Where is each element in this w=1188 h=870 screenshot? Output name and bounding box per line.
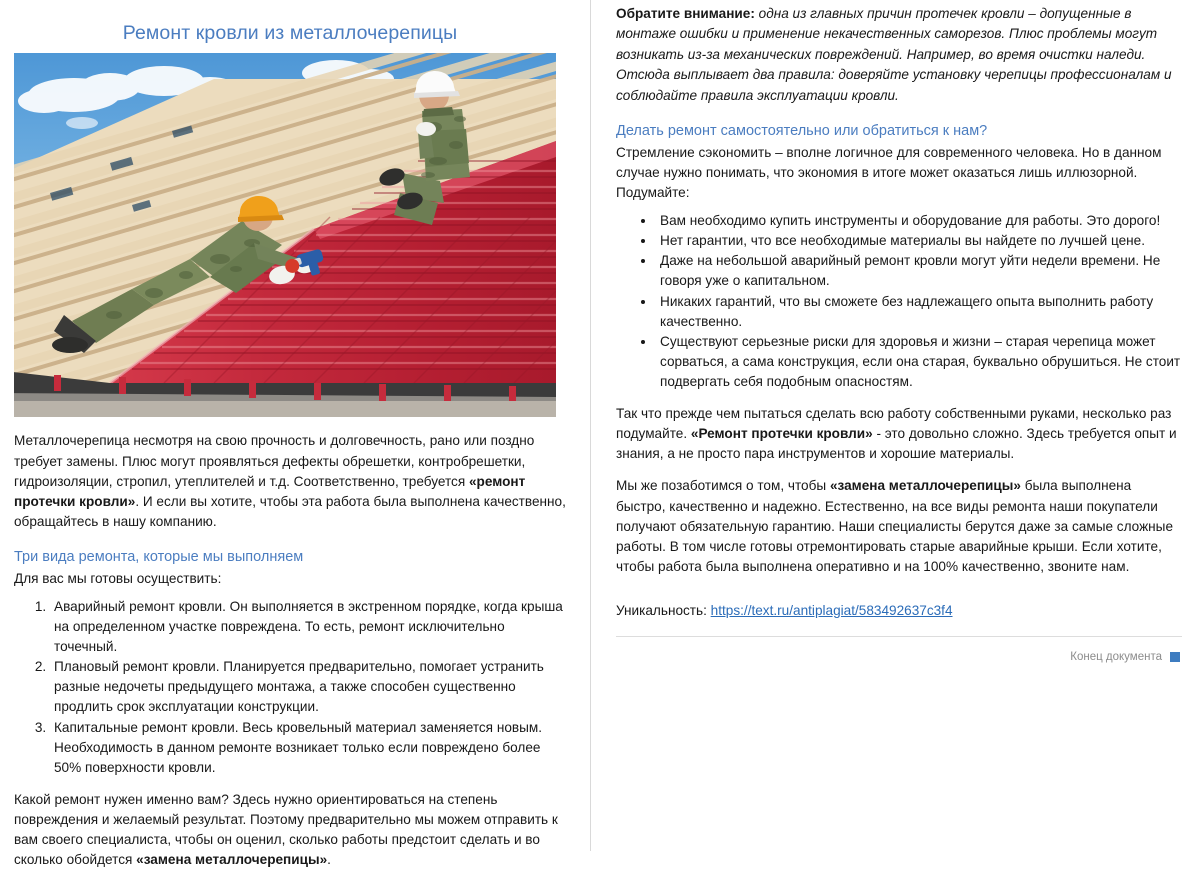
closing-paragraph [14,790,566,870]
page-title: Ремонт кровли из металлочерепицы [122,22,458,44]
end-of-document-label: Конец документа [1070,650,1162,663]
list-item: 2. Плановый ремонт кровли. Планируется предварительно, помогает устранить разные недочеты предыдущего монтажа, а также способен существенно продлить срок эксплуатации конструкции. [50,657,566,717]
list-item: • Нет гарантии, что все необходимые материалы вы найдете по лучшей цене. [656,231,1182,251]
risks-list [616,211,1182,392]
attention-note-text: одна из главных причин протечек кровли – допущенные в монтаже ошибки и применение некачественных саморезов. Плюс проблемы могут возникать из-за механических повреждений. Например, во время очистки наледи. Отсюда выплывает два правила: доверяйте установку черепицы профессионалам и соблюдайте правила эксплуатации кровли. [616,6,1172,103]
diy-warning-part1: Так что прежде чем пытаться сделать всю работу собственными руками, несколько раз подумайте. [616,406,1172,442]
intro-text-part1: Металлочерепица несмотря на свою прочность и долговечность, рано или поздно требует замены. Плюс могут проявляться дефекты обрешетки, контробрешетки, гидроизоляции, стропил, утеплителей и т.д. Соответственно, требуется [14,433,535,489]
list-item: 3. Капитальные ремонт кровли. Весь кровельный материал заменяется новым. Необходимость в данном ремонте возникает только если повреждено более 50% поверхности кровли. [50,718,566,778]
closing-keyword: «замена металлочерепицы» [136,852,328,868]
closing-text-part1: Какой ремонт нужен именно вам? Здесь нужно ориентироваться на степень повреждения и желаемый результат. Поэтому предварительно мы можем отправить к вам своего специалиста, чтобы он оценил, сколько работы предстоит сделать и во сколько обойдется [14,791,558,868]
uniqueness-line [616,603,1182,618]
list-item: • Никаких гарантий, что вы сможете без надлежащего опыта выполнить работу качественно. [656,292,1182,332]
diy-intro-paragraph: Стремление сэкономить – вполне логичное для современного человека. Но в данном случае нужно понимать, что экономия в итоге может оказаться лишь иллюзорной. Подумайте: [616,144,1162,201]
attention-note [616,4,1182,106]
offer-keyword: «замена металлочерепицы» [829,478,1021,494]
section-heading-repair-types: Три вида ремонта, которые мы выполняем [14,548,304,565]
document-footer [616,651,1182,663]
offer-part2: была выполнена быстро, качественно и надежно. Естественно, на все виды ремонта наши покупатели получают обязательную гарантию. Наши специалисты берутся даже за самые сложные работы. В том числе готовы отремонтировать старые аварийные крыши. Если хотите, чтобы работа была выполнена оперативно и на 100% качественно, звоните нам. [616,478,1174,574]
intro-paragraph [14,431,566,532]
right-column [591,0,1188,851]
attention-note-label: Обратите внимание: [616,6,755,21]
roof-photo [14,53,556,417]
left-column [0,0,590,868]
repair-types-lead-in: Для вас мы готовы осуществить: [14,570,222,586]
uniqueness-label: Уникальность: [616,602,711,618]
section-heading-diy-or-us: Делать ремонт самостоятельно или обратиться к нам? [616,122,988,139]
offer-part1: Мы же позаботимся о том, чтобы [616,478,830,494]
list-item: • Вам необходимо купить инструменты и оборудование для работы. Это дорого! [656,211,1182,231]
list-item: • Даже на небольшой аварийный ремонт кровли могут уйти недели времени. Не говоря уже о капитальном. [656,251,1182,291]
list-item: 1. Аварийный ремонт кровли. Он выполняется в экстренном порядке, когда крыша на определенном участке повреждена. То есть, ремонт исключительно точечный. [50,597,566,657]
end-marker-icon [1170,652,1180,662]
intro-text-part2: . И если вы хотите, чтобы эта работа была выполнена качественно, обращайтесь в нашу компанию. [14,493,566,529]
intro-keyword: «ремонт протечки кровли» [14,473,526,509]
closing-text-part2: . [327,852,331,868]
diy-warning-part2: - это довольно сложно. Здесь требуется опыт и знания, а не просто пара инструментов и хорошие материалы. [616,426,1177,462]
diy-warning-keyword: «Ремонт протечки кровли» [690,426,873,442]
repair-types-list [14,597,566,778]
footer-divider [616,636,1182,637]
list-item: • Существуют серьезные риски для здоровья и жизни – старая черепица может сорваться, а сама конструкция, если она старая, буквально обрушиться. Не стоит подвергать себя подобным опасностям. [656,332,1182,392]
uniqueness-link[interactable]: https://text.ru/antiplagiat/583492637c3f4 [710,602,953,618]
offer-paragraph [616,476,1182,577]
diy-warning-paragraph [616,404,1182,464]
